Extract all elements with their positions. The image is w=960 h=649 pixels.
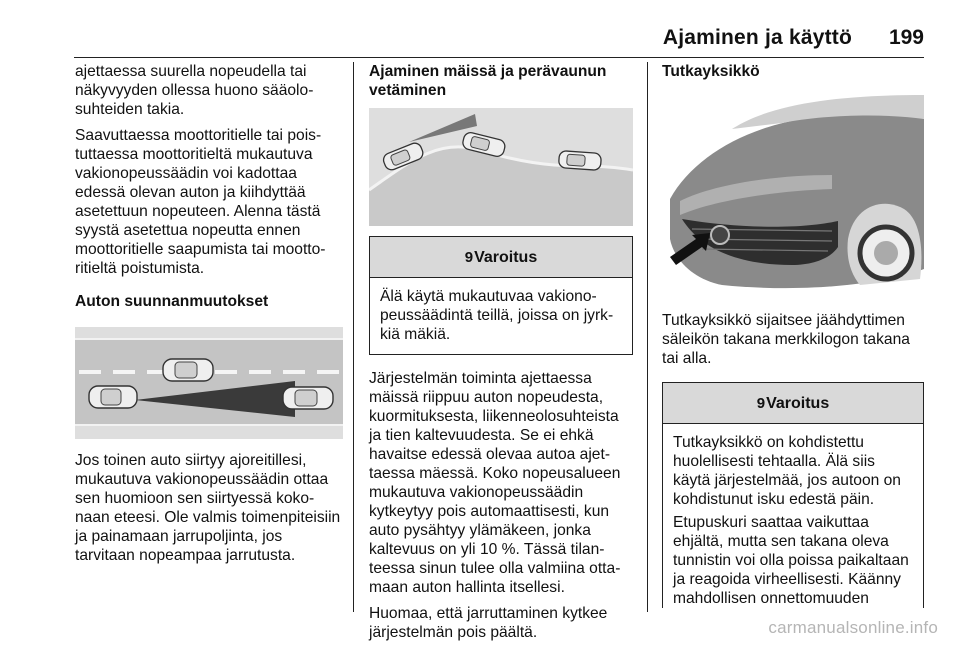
warning-icon: 9 (756, 394, 766, 412)
warning-box-hills (369, 236, 633, 355)
heading-lane-change: Auton suunnanmuutokset (75, 293, 269, 310)
car-icon (163, 359, 213, 381)
page-header (0, 0, 960, 60)
column-2 (369, 62, 633, 649)
warning-header (370, 237, 632, 278)
paragraph: Saavuttaessa moottoritielle tai poistuttaessa moottoritieltä mukautuva vakionopeussäädin voi kadottaa edessä olevan auton ja kiihdyttää asetettuun nopeuteen. Alenna tästä syystä asetettua nopeutta ennen moottoritielle saapumista tai moottoritieltä poistumista. (75, 127, 326, 277)
car-icon (558, 151, 601, 171)
warning-title: Varoitus (474, 248, 538, 266)
warning-title: Varoitus (766, 394, 830, 412)
paragraph: Järjestelmän toiminta ajettaessa mäissä riippuu auton nopeudesta, kuormituksesta, liikenneolosuhteista ja tien kaltevuudesta. Se ei ehkä havaitse edessä olevaa autoa ajettaessa mäessä. Koko nopeusalueen mukautuva vakionopeussäädin kytkeytyy pois automaattisesti, kun auto pysähtyy ylämäkeen, jonka kaltevuus on yli 10 %. Tässä tilanteessa sinun tulee olla valmiina ottamaan auton hallinta itsellesi. (369, 370, 621, 596)
car-icon (89, 386, 137, 408)
radar-unit-illustration (662, 89, 924, 295)
warning-body (370, 278, 632, 354)
lane-change-illustration (75, 327, 343, 439)
page-number: 199 (888, 26, 924, 49)
watermark: carmanualsonline.info (768, 618, 938, 637)
paragraph: Tutkayksikkö sijaitsee jäähdyttimen säleikön takana merkkilogon takana tai alla. (662, 312, 910, 367)
warning-box-radar (662, 382, 924, 608)
brand-logo-icon (711, 226, 729, 244)
warning-icon: 9 (464, 248, 474, 266)
column-divider-1 (353, 62, 354, 612)
paragraph: ajettaessa suurella nopeudella tai näkyvyyden ollessa huono sääolosuhteiden takia. (75, 63, 314, 118)
warning-text: Älä käytä mukautuvaa vakionopeussäädintä teillä, joissa on jyrkkiä mäkiä. (380, 288, 614, 343)
section-title: Ajaminen ja käyttö (662, 26, 852, 49)
warning-body (663, 424, 923, 618)
heading-radar: Tutkayksikkö (662, 63, 760, 80)
column-divider-2 (647, 62, 648, 612)
column-1 (75, 62, 343, 572)
car-icon (283, 387, 333, 409)
hill-driving-illustration (369, 108, 633, 226)
column-3 (662, 62, 924, 608)
heading-hills: Ajaminen mäissä ja perävaunun vetäminen (369, 63, 607, 99)
paragraph: Huomaa, että jarruttaminen kytkee järjestelmän pois päältä. (369, 605, 608, 641)
warning-text: Etupuskuri saattaa vaikuttaa ehjältä, mutta sen takana oleva tunnistin voi olla poissa paikaltaan ja reagoida virheellisesti. Käänny mahdollisen onnettomuuden (673, 514, 909, 607)
paragraph: Jos toinen auto siirtyy ajoreitillesi, mukautuva vakionopeussäädin ottaa sen huomioon sen siirtyessä kokonaan eteesi. Ole valmis toimenpiteisiin ja painamaan jarrupoljinta, jos tarvitaan nopeampaa jarrutusta. (75, 452, 341, 564)
warning-header (663, 383, 923, 424)
warning-text: Tutkayksikkö on kohdistettu huolellisesti tehtaalla. Älä siis käytä järjestelmää, jos autoon on kohdistunut isku edestä päin. (673, 434, 901, 508)
header-rule (74, 57, 924, 58)
